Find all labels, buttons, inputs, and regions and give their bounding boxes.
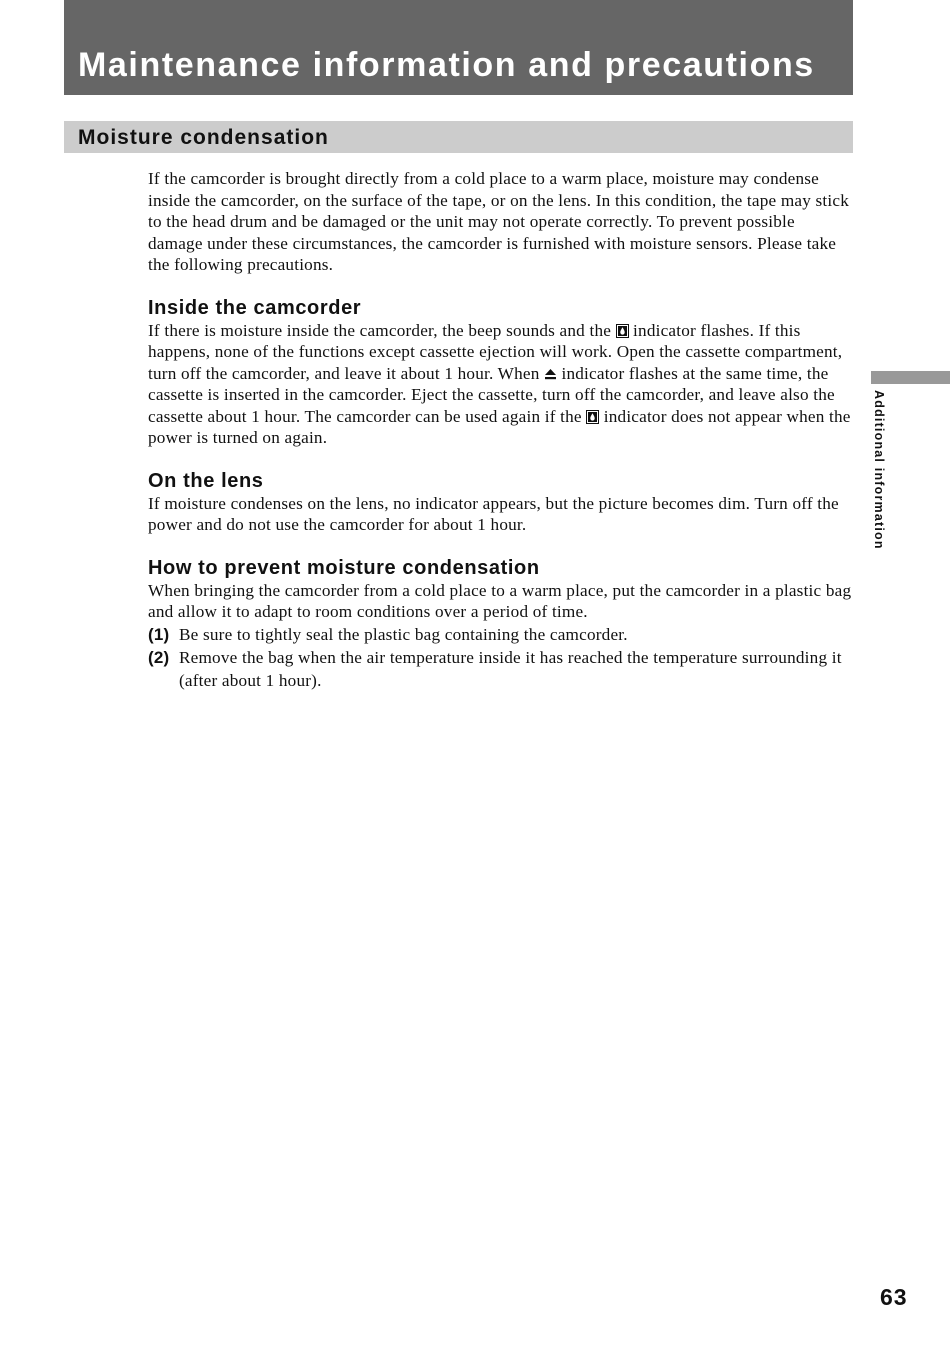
prevent-condensation-section bbox=[148, 556, 853, 692]
side-tab-label-container bbox=[868, 390, 888, 570]
side-tab-label: Additional information bbox=[872, 390, 886, 550]
section-title: Moisture condensation bbox=[78, 126, 329, 149]
eject-indicator-icon bbox=[544, 367, 557, 381]
step-text: Be sure to tightly seal the plastic bag containing the camcorder. bbox=[179, 624, 628, 644]
side-tab-marker bbox=[871, 371, 950, 384]
page-title: Maintenance information and precautions bbox=[78, 46, 815, 84]
inside-camcorder-heading: Inside the camcorder bbox=[148, 296, 362, 319]
step-item bbox=[148, 646, 853, 692]
on-lens-paragraph: If moisture condenses on the lens, no indicator appears, but the picture becomes dim. Turn off the power and do not use the camcorder for about 1 hour. bbox=[148, 493, 839, 534]
title-bar bbox=[64, 0, 853, 95]
inside-text-3: indicator flashes at the same time, the cassette is inserted in the camcorder. Eject the cassette, turn off the camcorder, and leave also the cassette about 1 hour. The camcorder can be used again if the bbox=[148, 363, 835, 426]
step-number: (1) bbox=[148, 624, 170, 644]
step-item bbox=[148, 623, 853, 646]
intro-paragraph: If the camcorder is brought directly from a cold place to a warm place, moisture may condense inside the camcorder, on the surface of the tape, or on the lens. In this condition, the tape may stick to the head drum and be damaged or the unit may not operate correctly. To prevent possible damage under these circumstances, the camcorder is furnished with moisture sensors. Please take the following precautions. bbox=[148, 169, 849, 274]
step-number: (2) bbox=[148, 647, 170, 667]
on-lens-section bbox=[148, 469, 853, 536]
page-number: 63 bbox=[880, 1284, 908, 1310]
inside-camcorder-paragraph bbox=[148, 320, 853, 449]
step-text: Remove the bag when the air temperature inside it has reached the temperature surrounding it (after about 1 hour). bbox=[179, 647, 842, 690]
moisture-indicator-icon bbox=[616, 324, 629, 338]
inside-camcorder-section bbox=[148, 296, 853, 449]
inside-text-4: indicator does not appear when the power is turned on again. bbox=[148, 406, 851, 447]
inside-text-2: indicator flashes. If this happens, none of the functions except cassette ejection will work. Open the cassette compartment, turn off the camcorder, and leave it about 1 hour. When bbox=[148, 320, 843, 383]
section-header-bar bbox=[64, 121, 853, 153]
prevent-condensation-heading: How to prevent moisture condensation bbox=[148, 556, 540, 579]
prevent-condensation-paragraph: When bringing the camcorder from a cold place to a warm place, put the camcorder in a plastic bag and allow it to adapt to room conditions over a period of time. bbox=[148, 580, 852, 621]
on-lens-heading: On the lens bbox=[148, 469, 264, 492]
main-content bbox=[148, 168, 853, 692]
moisture-indicator-icon bbox=[586, 410, 599, 424]
inside-text-1: If there is moisture inside the camcorder, the beep sounds and the bbox=[148, 320, 616, 340]
